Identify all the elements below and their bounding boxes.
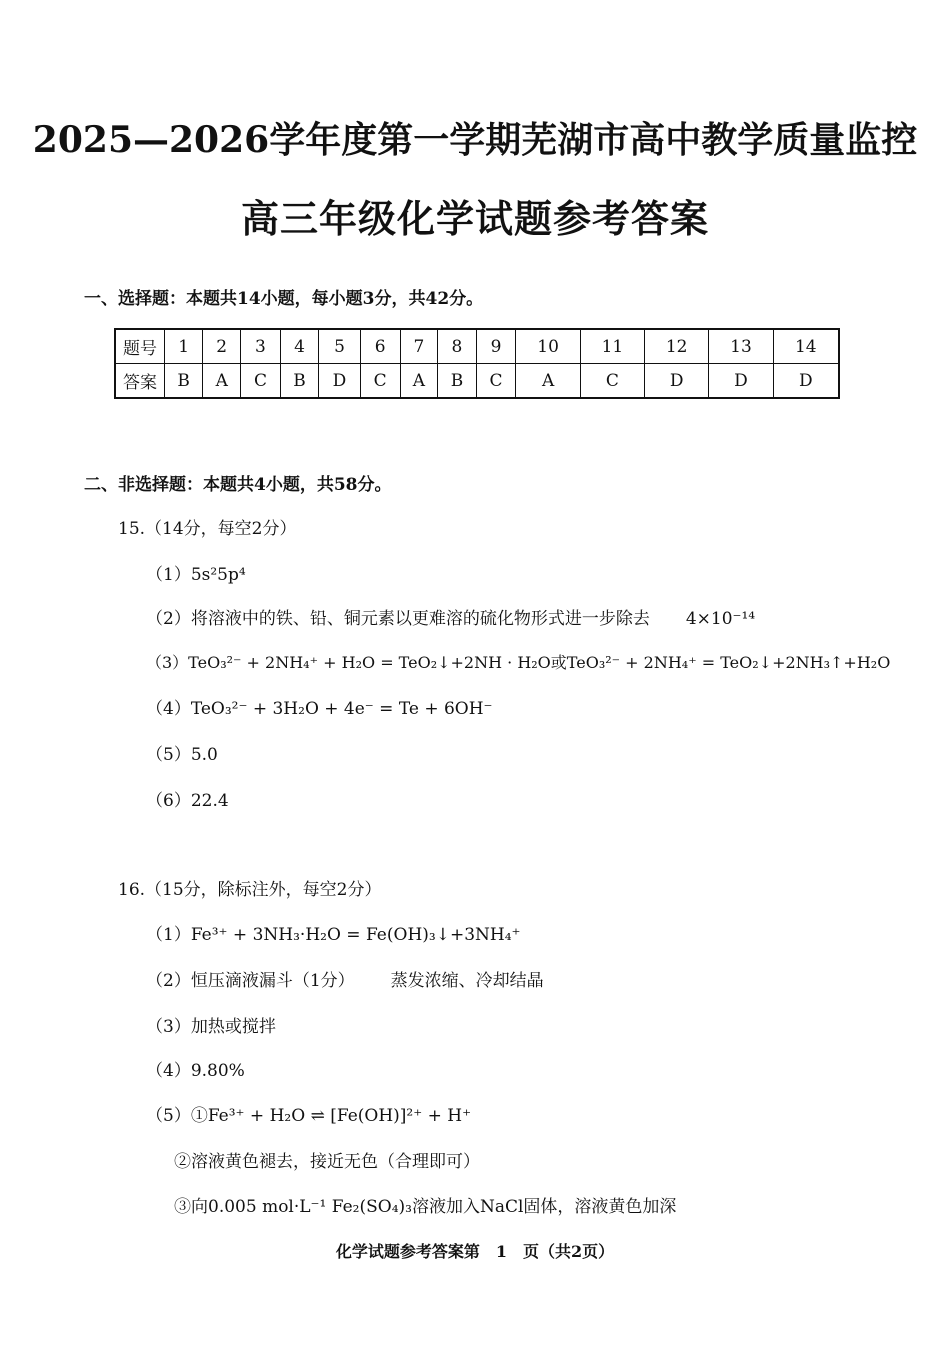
table-cell: 12 (645, 329, 709, 364)
table-cell: 3 (241, 329, 281, 364)
table-cell: B (165, 364, 203, 399)
table-cell: 13 (709, 329, 773, 364)
table-cell: 5 (319, 329, 361, 364)
table-cell: C (476, 364, 516, 399)
table-cell: A (203, 364, 241, 399)
q16-answer-5-3: ③向0.005 mol·L⁻¹ Fe₂(SO₄)₃溶液加入NaCl固体，溶液黄色加深 (174, 1197, 677, 1217)
table-cell: D (645, 364, 709, 399)
table-cell: 6 (360, 329, 400, 364)
q15-answer-3: （3）TeO₃²⁻ + 2NH₄⁺ + H₂O = TeO₂↓+2NH · H₂O或TeO₃²⁻ + 2NH₄⁺ = TeO₂↓+2NH₃↑+H₂O (146, 653, 891, 672)
table-row-numbers (115, 329, 839, 364)
q16-answer-1: （1）Fe³⁺ + 3NH₃·H₂O = Fe(OH)₃↓+3NH₄⁺ (146, 925, 521, 945)
table-row-answers (115, 364, 839, 399)
q15-title: 15.（14分，每空2分） (118, 519, 297, 539)
table-cell: D (709, 364, 773, 399)
section2-heading: 二、非选择题：本题共4小题，共58分。 (84, 475, 392, 495)
table-cell: 2 (203, 329, 241, 364)
table-cell: 7 (400, 329, 438, 364)
page-footer: 化学试题参考答案第 1 页（共2页） (335, 1242, 615, 1261)
q16-title: 16.（15分，除标注外，每空2分） (118, 880, 382, 900)
table-cell: B (438, 364, 476, 399)
q15-answer-6: （6）22.4 (146, 791, 229, 811)
table-cell: 9 (476, 329, 516, 364)
q16-answer-5-1: （5）①Fe³⁺ + H₂O ⇌ [Fe(OH)]²⁺ + H⁺ (146, 1106, 472, 1126)
table-cell: 10 (516, 329, 580, 364)
q16-answer-2-text: （2）恒压滴液漏斗（1分） (146, 971, 355, 991)
table-cell: 11 (580, 329, 644, 364)
q16-answer-3: （3）加热或搅拌 (146, 1017, 276, 1037)
table-cell: 1 (165, 329, 203, 364)
table-cell: D (319, 364, 361, 399)
table-cell: C (360, 364, 400, 399)
table-cell: B (280, 364, 318, 399)
table-cell: 8 (438, 329, 476, 364)
document-subtitle: 高三年级化学试题参考答案 (240, 196, 709, 241)
q15-answer-2 (146, 604, 755, 629)
table-cell: C (580, 364, 644, 399)
q15-answer-1: （1）5s²5p⁴ (146, 565, 246, 585)
row-label-answers: 答案 (115, 364, 165, 399)
table-cell: A (400, 364, 438, 399)
section1-heading: 一、选择题：本题共14小题，每小题3分，共42分。 (84, 289, 484, 309)
q16-answer-4: （4）9.80% (146, 1061, 245, 1081)
q16-answer-2-value: 蒸发浓缩、冷却结晶 (390, 971, 544, 991)
table-cell: A (516, 364, 580, 399)
table-cell: 14 (773, 329, 839, 364)
table-cell: 4 (280, 329, 318, 364)
answer-table (114, 328, 840, 399)
document-title: 2025—2026学年度第一学期芜湖市高中教学质量监控 (32, 119, 918, 161)
q15-answer-5: （5）5.0 (146, 745, 218, 765)
q16-answer-5-2: ②溶液黄色褪去，接近无色（合理即可） (174, 1152, 480, 1172)
q15-answer-2-value: 4×10⁻¹⁴ (685, 609, 756, 629)
q15-answer-2-text: （2）将溶液中的铁、铅、铜元素以更难溶的硫化物形式进一步除去 (146, 609, 650, 629)
table-cell: C (241, 364, 281, 399)
q15-answer-4: （4）TeO₃²⁻ + 3H₂O + 4e⁻ = Te + 6OH⁻ (146, 699, 493, 719)
row-label-numbers: 题号 (115, 329, 165, 364)
table-cell: D (773, 364, 839, 399)
q16-answer-2 (146, 966, 544, 991)
